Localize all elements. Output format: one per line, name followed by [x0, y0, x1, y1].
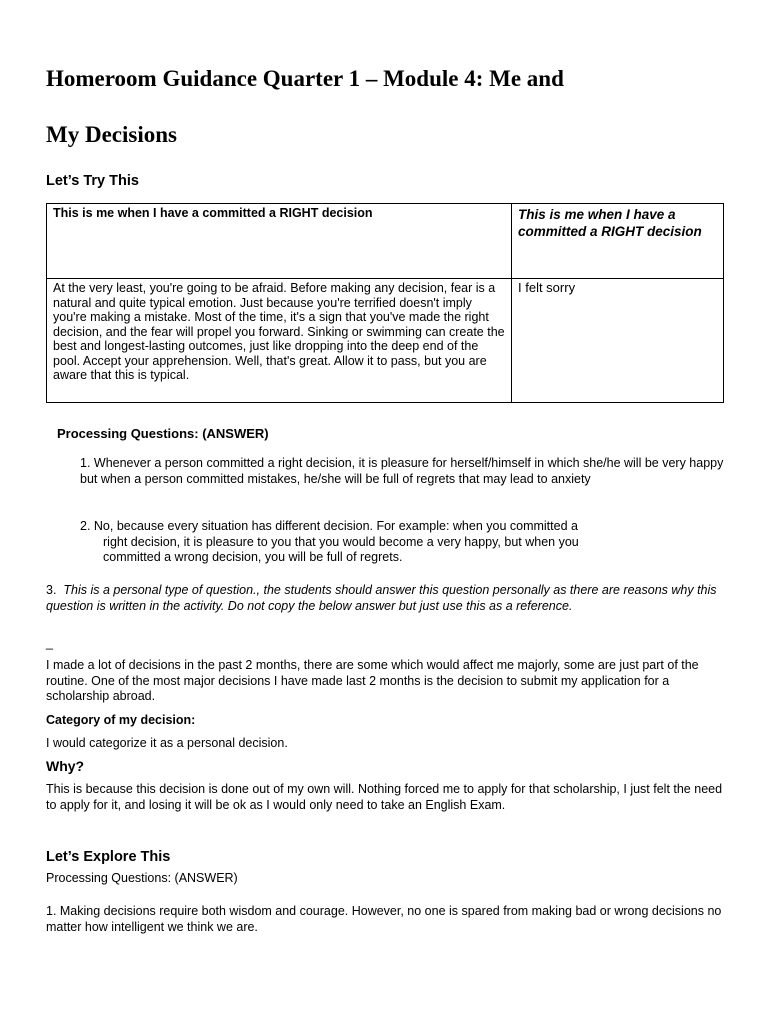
lets-try-heading: Let’s Try This	[46, 173, 139, 189]
document-title-line-1: Homeroom Guidance Quarter 1 – Module 4: Me and	[46, 66, 564, 91]
answer-3-text: I made a lot of decisions in the past 2 months, there are some which would affect me majorly, some are just part of the routine. One of the most major decisions I have made last 2 months is the decision to submit my application for a scholarship abroad.	[46, 658, 699, 703]
table-header-left: This is me when I have a committed a RIGHT decision	[47, 204, 512, 279]
table-body-left: At the very least, you're going to be afraid. Before making any decision, fear is a natural and quite typical emotion. Just because you're terrified doesn't imply you're making a mistake. Most of the time, it's a sign that you've made the right decision, and the fear will propel you forward. Sinking or swimming can create the best and longest-lasting outcomes, just like dropping into the deep end of the pool. Accept your apprehension. Well, that's great. Allow it to pass, but you are aware that this is typical.	[47, 279, 512, 403]
answer-1: 1. Whenever a person committed a right decision, it is pleasure for herself/himself in which she/he will be very happy but when a person committed mistakes, he/she will be full of regrets that may lead to anxiety	[80, 456, 724, 486]
category-text: I would categorize it as a personal decision.	[46, 736, 288, 750]
table-header-right: This is me when I have a committed a RIGHT decision	[512, 204, 724, 279]
answer-2-text: 2. No, because every situation has different decision. For example: when you committed a right decision, it is pleasure to you that you would become a very happy, but when you committed a wrong decision, you will be full of regrets.	[80, 519, 579, 564]
category-label: Category of my decision:	[46, 713, 196, 727]
dash-separator: _	[46, 636, 53, 650]
table-body-row	[47, 279, 724, 403]
processing-questions-heading: Processing Questions: (ANSWER)	[57, 426, 269, 441]
answer-2	[80, 519, 730, 566]
lets-try-table	[46, 203, 724, 403]
explore-processing-subheading: Processing Questions: (ANSWER)	[46, 871, 238, 885]
table-body-right: I felt sorry	[512, 279, 724, 403]
answer-3-note-text: This is a personal type of question., the students should answer this question personally as there are reasons why this question is written in the activity. Do not copy the below answer but just use this as a reference.	[46, 583, 717, 613]
why-label: Why?	[46, 758, 85, 774]
why-text: This is because this decision is done out of my own will. Nothing forced me to apply for that scholarship, I just felt the need to apply for it, and losing it will be ok as I would only need to take an English Exam.	[46, 782, 723, 812]
answer-3-note	[46, 583, 726, 614]
table-header-row	[47, 204, 724, 279]
document-title-line-2: My Decisions	[46, 122, 177, 147]
answer-3-number: 3.	[46, 583, 57, 597]
explore-answer-1: 1. Making decisions require both wisdom and courage. However, no one is spared from making bad or wrong decisions no matter how intelligent we think we are.	[46, 904, 722, 934]
lets-explore-heading: Let’s Explore This	[46, 849, 171, 865]
